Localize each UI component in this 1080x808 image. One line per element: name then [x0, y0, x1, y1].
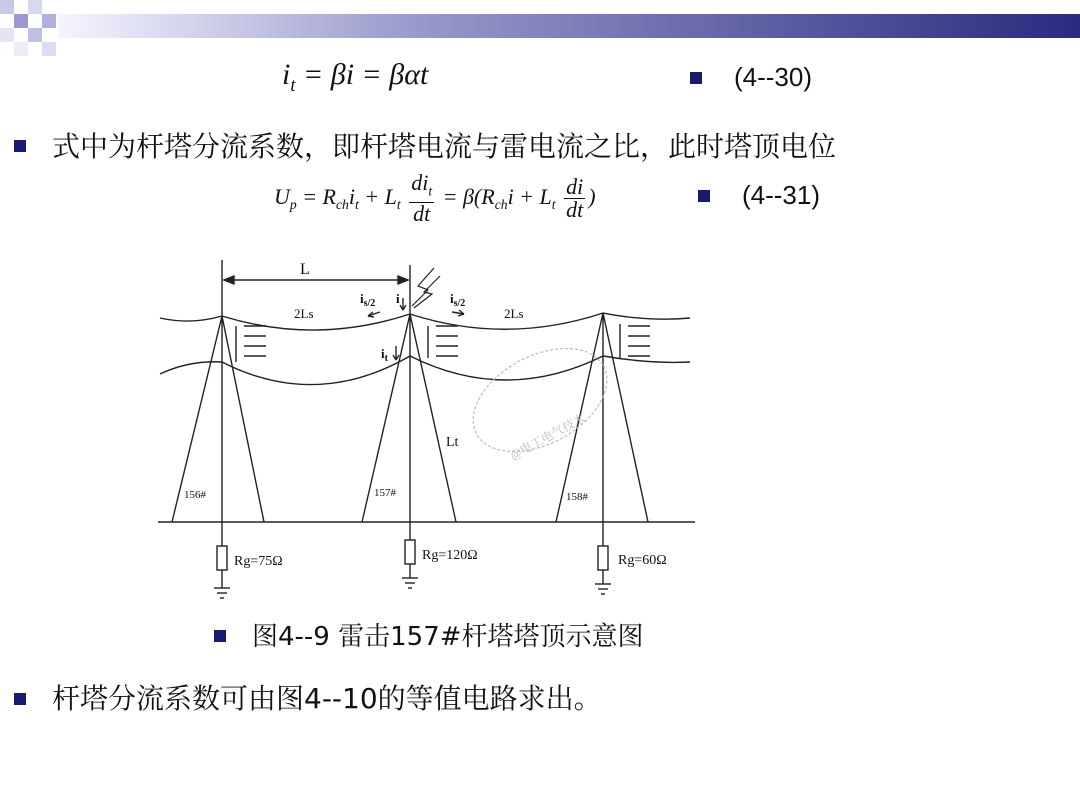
rg-label-158: Rg=60Ω [618, 553, 667, 568]
tower-label-157: 157# [374, 487, 396, 499]
ground-wire [160, 313, 690, 330]
bullet [214, 630, 226, 642]
watermark-text: @电工电气技术 [507, 411, 588, 463]
span-label: L [300, 261, 310, 278]
watermark-stamp [456, 327, 624, 472]
equation-number-4-31: (4--31) [742, 180, 821, 210]
paragraph-line-2: 杆塔分流系数可由图4--10的等值电路求出。 [52, 682, 602, 715]
bullet [698, 190, 710, 202]
lightning-bolt-icon [412, 268, 440, 308]
label-tower-current: $i_t$ [381, 346, 388, 364]
equation-4-30: $i_t = \beta i = \beta\alpha t$ [282, 58, 429, 96]
paragraph-line-1: 式中为杆塔分流系数，即杆塔电流与雷电流之比，此时塔顶电位 [52, 130, 837, 163]
rg-label-157: Rg=120Ω [422, 548, 478, 563]
tower-lightning-diagram [150, 255, 710, 615]
label-strike-current: i [396, 291, 400, 306]
label-is2-right: $i_{s/2}$ [450, 291, 466, 309]
insulator-157 [428, 326, 458, 358]
title-bar-decoration [0, 0, 1080, 62]
bullet [14, 140, 26, 152]
figure-caption: 图4--9 雷击157#杆塔塔顶示意图 [252, 622, 644, 652]
label-is2-left: $i_{s/2}$ [360, 291, 376, 309]
equation-number-4-30: (4--30) [734, 62, 813, 92]
bullet [690, 72, 702, 84]
tower-label-156: 156# [184, 489, 206, 501]
tower-label-158: 158# [566, 491, 588, 503]
grounding-resistor-156 [214, 522, 230, 598]
grounding-resistor-158 [595, 522, 611, 594]
insulator-158 [620, 324, 650, 358]
equation-4-31: $U_p = R_{ch}i_t + L_t$ $\frac{di_t}{dt}$ = $\beta(R_{ch}i + L_t$ $\frac{di}{dt}$ ) [274, 170, 596, 227]
grounding-resistor-157 [402, 522, 418, 588]
bullet [14, 693, 26, 705]
label-2ls-right: 2Ls [504, 306, 524, 321]
label-tower-inductance: Lt [446, 435, 459, 450]
label-2ls-left: 2Ls [294, 306, 314, 321]
rg-label-156: Rg=75Ω [234, 554, 283, 569]
insulator-156 [236, 326, 266, 362]
